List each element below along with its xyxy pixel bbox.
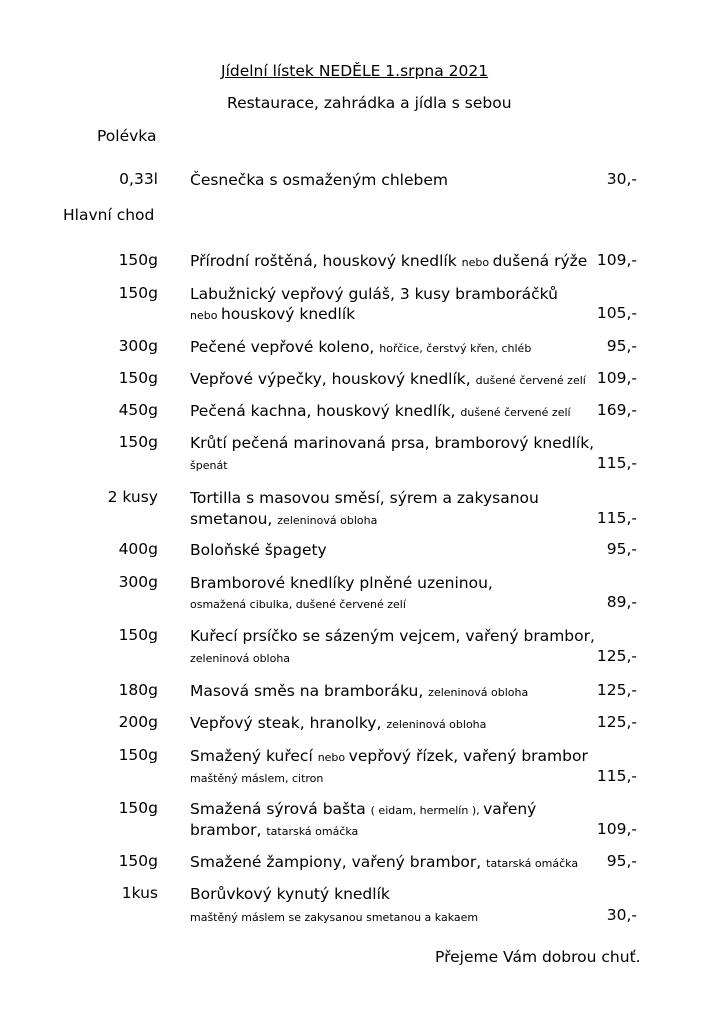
item-description-continued bbox=[190, 767, 323, 786]
item-note-text: dušené červené zelí bbox=[475, 374, 586, 387]
item-price: 125,- bbox=[596, 681, 637, 699]
menu-subtitle: Restaurace, zahrádka a jídla s sebou bbox=[227, 94, 512, 112]
item-quantity: 300g bbox=[118, 573, 158, 591]
item-price: 89,- bbox=[606, 593, 637, 611]
item-note-text: hořčice, čerstvý křen, chléb bbox=[379, 342, 532, 355]
item-note-text: dušené červené zelí bbox=[460, 406, 571, 419]
item-description bbox=[190, 746, 588, 765]
item-price: 115,- bbox=[596, 767, 637, 785]
item-description bbox=[190, 284, 558, 303]
item-price: 95,- bbox=[606, 540, 637, 558]
item-description bbox=[190, 626, 595, 645]
item-name-text: Vepřové výpečky, houskový knedlík, bbox=[190, 370, 476, 388]
item-price: 115,- bbox=[596, 454, 637, 472]
item-description bbox=[190, 337, 531, 356]
item-name-text: Bramborové knedlíky plněné uzeninou, bbox=[190, 574, 493, 592]
item-quantity: 450g bbox=[118, 401, 158, 419]
item-name-text: brambor, bbox=[190, 821, 267, 839]
item-price: 125,- bbox=[596, 713, 637, 731]
item-note-text: zeleninová obloha bbox=[386, 718, 487, 731]
item-description bbox=[190, 401, 571, 420]
item-description bbox=[190, 799, 536, 818]
item-note-text: nebo bbox=[190, 309, 221, 322]
item-name-text: Pečená kachna, houskový knedlík, bbox=[190, 402, 461, 420]
item-name-text: Masová směs na bramboráku, bbox=[190, 682, 429, 700]
item-name-text: Krůtí pečená marinovaná prsa, bramborový knedlík, bbox=[190, 434, 595, 452]
item-description bbox=[190, 488, 539, 507]
item-description bbox=[190, 852, 578, 871]
item-name-text: Vepřový steak, hranolky, bbox=[190, 714, 387, 732]
item-name-text: Smažené žampiony, vařený brambor, bbox=[190, 853, 487, 871]
item-description-continued bbox=[190, 593, 406, 612]
item-price: 30,- bbox=[606, 170, 637, 188]
item-name-text: smetanou, bbox=[190, 510, 278, 528]
item-note-text: ( eidam, hermelín ), bbox=[370, 804, 484, 817]
item-quantity: 150g bbox=[118, 369, 158, 387]
item-price: 115,- bbox=[596, 509, 637, 527]
item-description bbox=[190, 573, 493, 592]
item-description bbox=[190, 251, 587, 270]
menu-title: Jídelní lístek NEDĚLE 1.srpna 2021 bbox=[221, 62, 489, 80]
item-name-text: Smažená sýrová bašta bbox=[190, 800, 371, 818]
item-quantity: 150g bbox=[118, 746, 158, 764]
item-quantity: 0,33l bbox=[119, 170, 158, 188]
item-description-continued bbox=[190, 509, 377, 528]
item-price: 109,- bbox=[596, 251, 637, 269]
item-name-text: houskový knedlík bbox=[220, 305, 356, 323]
item-description bbox=[190, 681, 528, 700]
item-price: 169,- bbox=[596, 401, 637, 419]
section-heading-main: Hlavní chod bbox=[63, 206, 155, 224]
item-note-text: nebo bbox=[461, 256, 493, 269]
item-description-continued bbox=[190, 820, 358, 839]
item-quantity: 150g bbox=[118, 799, 158, 817]
item-description bbox=[190, 433, 594, 452]
closing-message: Přejeme Vám dobrou chuť. bbox=[435, 948, 641, 966]
item-name-text: vařený bbox=[483, 800, 537, 818]
item-name-text: Pečené vepřové koleno, bbox=[190, 338, 380, 356]
item-description bbox=[190, 884, 390, 903]
item-description bbox=[190, 540, 327, 559]
item-quantity: 200g bbox=[118, 713, 158, 731]
item-price: 95,- bbox=[606, 852, 637, 870]
item-quantity: 400g bbox=[118, 540, 158, 558]
item-note-text: nebo bbox=[317, 751, 349, 764]
item-name-text: dušená rýže bbox=[492, 252, 588, 270]
item-note-text: špenát bbox=[190, 459, 228, 472]
item-quantity: 150g bbox=[118, 433, 158, 451]
item-name-text: vepřový řízek, vařený brambor bbox=[348, 747, 588, 765]
item-price: 105,- bbox=[596, 304, 637, 322]
section-heading-soup: Polévka bbox=[97, 127, 157, 145]
item-description bbox=[190, 369, 586, 388]
item-name-text: Labužnický vepřový guláš, 3 kusy bramboráčků bbox=[190, 285, 558, 303]
item-name-text: Tortilla s masovou směsí, sýrem a zakysanou bbox=[190, 489, 539, 507]
item-name-text: Borůvkový kynutý knedlík bbox=[190, 885, 390, 903]
item-note-text: zeleninová obloha bbox=[190, 652, 291, 665]
item-quantity: 300g bbox=[118, 337, 158, 355]
item-note-text: zeleninová obloha bbox=[277, 514, 378, 527]
item-price: 109,- bbox=[596, 369, 637, 387]
item-description-continued bbox=[190, 454, 228, 473]
item-quantity: 150g bbox=[118, 284, 158, 302]
item-name-text: Přírodní roštěná, houskový knedlík bbox=[190, 252, 462, 270]
item-description-continued bbox=[190, 304, 355, 323]
item-quantity: 150g bbox=[118, 626, 158, 644]
item-note-text: maštěný máslem, citron bbox=[190, 772, 324, 785]
item-name-text: Boloňské špagety bbox=[190, 541, 327, 559]
item-description bbox=[190, 170, 448, 189]
item-quantity: 2 kusy bbox=[107, 488, 158, 506]
item-description bbox=[190, 713, 486, 732]
item-quantity: 180g bbox=[118, 681, 158, 699]
item-note-text: tatarská omáčka bbox=[266, 825, 359, 838]
item-note-text: osmažená cibulka, dušené červené zelí bbox=[190, 598, 406, 611]
item-price: 95,- bbox=[606, 337, 637, 355]
item-quantity: 1kus bbox=[121, 884, 158, 902]
item-price: 109,- bbox=[596, 820, 637, 838]
item-name-text: Smažený kuřecí bbox=[190, 747, 318, 765]
item-note-text: tatarská omáčka bbox=[486, 857, 579, 870]
item-price: 125,- bbox=[596, 647, 637, 665]
item-name-text: Kuřecí prsíčko se sázeným vejcem, vařený brambor, bbox=[190, 627, 595, 645]
item-quantity: 150g bbox=[118, 251, 158, 269]
item-name-text: Česnečka s osmaženým chlebem bbox=[190, 171, 448, 189]
item-quantity: 150g bbox=[118, 852, 158, 870]
item-price: 30,- bbox=[606, 906, 637, 924]
item-description-continued bbox=[190, 906, 478, 925]
item-description-continued bbox=[190, 647, 290, 666]
item-note-text: zeleninová obloha bbox=[428, 686, 529, 699]
item-note-text: maštěný máslem se zakysanou smetanou a kakaem bbox=[190, 911, 479, 924]
